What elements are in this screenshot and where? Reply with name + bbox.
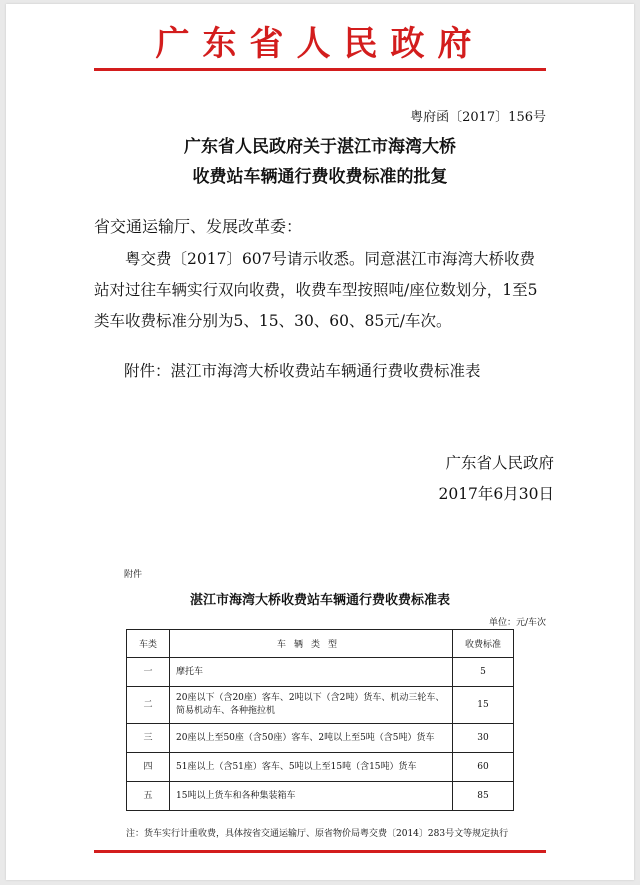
row-vehicle-type (170, 658, 453, 687)
table-row (127, 658, 514, 687)
recipient: 省交通运输厅、发展改革委： (94, 217, 303, 236)
fee-table (126, 629, 514, 811)
table-note: 注：货车实行计重收费，具体按省交通运输厅、原省物价局粤交费〔2014〕283号文等规定执行 (126, 829, 509, 839)
row-category: 一 (127, 658, 170, 687)
table-row (127, 724, 514, 753)
row-category: 三 (127, 724, 170, 753)
body-line-3: 类车收费标准分别为5、15、30、60、85元/车次。 (94, 312, 452, 330)
table-row (127, 687, 514, 724)
footer-red-rule (94, 850, 546, 853)
row-category: 二 (127, 687, 170, 724)
header-category: 车类 (127, 630, 170, 658)
row-type-line: 摩托车 (176, 666, 204, 677)
row-standard: 5 (453, 658, 514, 687)
document-title-line-2: 收费站车辆通行费收费标准的批复 (192, 167, 448, 187)
table-row (127, 782, 514, 811)
row-vehicle-type (170, 753, 453, 782)
row-standard: 15 (453, 687, 514, 724)
header-standard: 收费标准 (453, 630, 514, 658)
row-type-line: 20座以下（含20座）客车、2吨以下（含2吨）货车、机动三轮车、 (176, 693, 445, 703)
header-red-rule (94, 68, 546, 71)
row-standard: 30 (453, 724, 514, 753)
body-line-2: 站对过往车辆实行双向收费，收费车型按照吨/座位数划分，1至5 (94, 281, 538, 299)
table-row (127, 753, 514, 782)
table-unit: 单位：元/车次 (488, 618, 546, 628)
table-title: 湛江市海湾大桥收费站车辆通行费收费标准表 (189, 593, 450, 608)
document-header: 广东省人民政府 (155, 24, 485, 64)
document-title-line-1: 广东省人民政府关于湛江市海湾大桥 (184, 137, 456, 157)
signature-issuer: 广东省人民政府 (445, 454, 554, 472)
signature-date: 2017年6月30日 (438, 485, 554, 503)
row-type-line: 20座以上至50座（含50座）客车、2吨以上至5吨（含5吨）货车 (176, 732, 435, 743)
row-category: 四 (127, 753, 170, 782)
appendix-label: 附件 (124, 570, 143, 580)
row-vehicle-type (170, 687, 453, 724)
row-type-line-2: 简易机动车、各种拖拉机 (176, 706, 276, 716)
header-vehicle-type: 车辆类型 (170, 630, 453, 658)
body-line-1: 粤交费〔2017〕607号请示收悉。同意湛江市海湾大桥收费 (94, 250, 536, 268)
table-header-row (127, 630, 514, 658)
body-text (94, 244, 574, 337)
row-standard: 85 (453, 782, 514, 811)
row-vehicle-type (170, 782, 453, 811)
document-number: 粤府函〔2017〕156号 (410, 110, 546, 125)
row-type-line: 15吨以上货车和各种集装箱车 (176, 790, 296, 801)
row-standard: 60 (453, 753, 514, 782)
document-page (6, 4, 634, 880)
row-vehicle-type (170, 724, 453, 753)
row-category: 五 (127, 782, 170, 811)
attachment-note: 附件：湛江市海湾大桥收费站车辆通行费收费标准表 (124, 362, 481, 380)
row-type-line: 51座以上（含51座）客车、5吨以上至15吨（含15吨）货车 (176, 761, 417, 772)
